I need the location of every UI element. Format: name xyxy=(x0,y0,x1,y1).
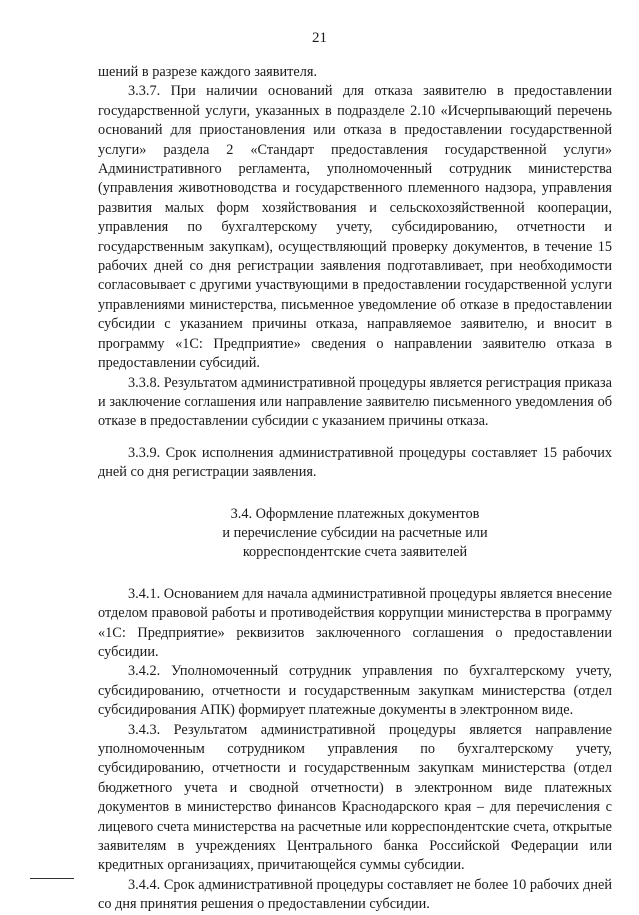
paragraph-3-4-2: 3.4.2. Уполномоченный сотрудник управления по бухгалтерскому учету, субсидированию, отчетности и государственным закупкам министерства (отдел субсидирования АПК) формирует платежные документы в электронном виде. xyxy=(98,663,612,719)
paragraph-3-3-7: 3.3.7. При наличии оснований для отказа заявителю в предоставлении государственной услуги, указанных в подразделе 2.10 «Исчерпывающий перечень оснований для приостановления или отказа в предоставлении государственной услуги» раздела 2 «Стандарт предоставления государственной услуги» Административного регламента, уполномоченный сотрудник министерства (управления животноводства и государственного племенного надзора, управления развития малых форм хозяйствования и сельскохозяйственной кооперации, управления по бухгалтерскому учету, субсидированию, отчетности и государственным закупкам), осуществляющий проверку документов, в течение 15 рабочих дней со дня регистрации заявления подготавливает, при необходимости согласовывает с другими участвующими в предоставлении государственной услуги управлениями министерства, письменное уведомление об отказе в предоставлении субсидии с указанием причины отказа, направляемое заявителю, и вносит в программу «1С: Предприятие» сведения о направлении заявителю отказа в предоставлении субсидий. xyxy=(98,83,612,372)
paragraph-3-4-1: 3.4.1. Основанием для начала административной процедуры является внесение отделом правовой работы и противодействия коррупции министерства в программу «1С: Предприятие» реквизитов заключенного соглашения о предоставлении субсидии. xyxy=(98,585,612,660)
paragraph-continuation: шений в разрезе каждого заявителя. xyxy=(98,64,318,80)
footnote-divider xyxy=(30,878,74,879)
document-body xyxy=(98,63,612,915)
paragraph-3-4-4: 3.4.4. Срок административной процедуры составляет не более 10 рабочих дней со дня принятия решения о предоставлении субсидии. xyxy=(98,876,612,913)
heading-line-3: корреспондентские счета заявителей xyxy=(242,544,468,561)
heading-line-2: и перечисление субсидии на расчетные или xyxy=(222,524,488,541)
heading-line-1: 3.4. Оформление платежных документов xyxy=(230,505,480,522)
paragraph-3-3-9: 3.3.9. Срок исполнения административной процедуры составляет 15 рабочих дней со дня регистрации заявления. xyxy=(98,444,612,481)
section-heading-3-4 xyxy=(98,505,612,563)
paragraph-3-3-8: 3.3.8. Результатом административной процедуры является регистрация приказа и заключение соглашения или направление заявителю письменного уведомления об отказе в предоставлении субсидии с указанием причины отказа. xyxy=(98,374,613,430)
page-number: 21 xyxy=(312,30,327,46)
paragraph-3-4-3: 3.4.3. Результатом административной процедуры является направление уполномоченным сотрудником управления по бухгалтерскому учету, субсидированию, отчетности и государственным закупкам министерства (отдел бюджетного учета и сводной отчетности) в электронном виде платежных документов в министерство финансов Краснодарского края – для перечисления с лицевого счета министерства на расчетные или корреспондентские счета, открытые заявителям в учреждениях Центрального банка Российской Федерации или кредитных организациях, причитающейся суммы субсидии. xyxy=(98,721,612,874)
